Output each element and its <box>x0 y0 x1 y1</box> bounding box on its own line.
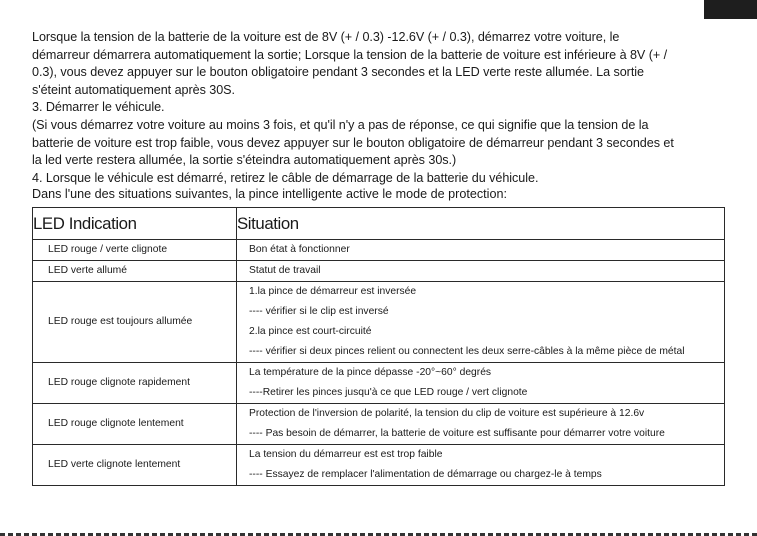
table-row <box>33 445 725 486</box>
led-cell: LED rouge clignote rapidement <box>33 363 237 404</box>
situation-cell <box>237 404 725 445</box>
situation-line: ----Retirer les pinces jusqu'à ce que LED rouge / vert clignote <box>249 387 528 398</box>
instructions-text <box>32 29 732 187</box>
instruction-line: 4. Lorsque le véhicule est démarré, retirez le câble de démarrage de la batterie du véhicule. <box>32 170 539 185</box>
situation-cell <box>237 445 725 486</box>
led-cell: LED verte allumé <box>33 261 237 282</box>
instruction-line: 0.3), vous devez appuyer sur le bouton obligatoire pendant 3 secondes et la LED verte reste allumée. La sortie <box>32 65 644 80</box>
instruction-line: batterie de voiture est trop faible, vous devez appuyer sur le bouton obligatoire de démarreur pendant 3 secondes et <box>32 135 674 150</box>
situation-line: ---- Pas besoin de démarrer, la batterie de voiture est suffisante pour démarrer votre voiture <box>249 428 665 439</box>
led-cell: LED rouge est toujours allumée <box>33 282 237 363</box>
protection-intro: Dans l'une des situations suivantes, la pince intelligente active le mode de protection: <box>32 187 507 201</box>
instruction-line: démarreur démarrera automatiquement la sortie; Lorsque la tension de la batterie de voiture est inférieure à 8V (+ / <box>32 47 668 62</box>
situation-cell <box>237 261 725 282</box>
header-led-indication: LED Indication <box>33 208 237 240</box>
situation-cell <box>237 240 725 261</box>
situation-line: 2.la pince est court-circuité <box>249 326 372 337</box>
situation-cell <box>237 282 725 363</box>
led-cell: LED verte clignote lentement <box>33 445 237 486</box>
situation-line: ---- vérifier si deux pinces relient ou connectent les deux serre-câbles à la même pièce de métal <box>249 346 685 357</box>
led-cell: LED rouge clignote lentement <box>33 404 237 445</box>
situation-line: La tension du démarreur est est trop faible <box>249 449 443 460</box>
table-row <box>33 240 725 261</box>
corner-tab <box>704 0 757 19</box>
instruction-line: s'éteint automatiquement après 30S. <box>32 82 235 97</box>
instruction-line: 3. Démarrer le véhicule. <box>32 100 165 115</box>
table-row <box>33 282 725 363</box>
led-cell: LED rouge / verte clignote <box>33 240 237 261</box>
table-row <box>33 363 725 404</box>
led-indication-table <box>32 207 725 486</box>
table-header-row <box>33 208 725 240</box>
situation-line: Protection de l'inversion de polarité, la tension du clip de voiture est supérieure à 12.6v <box>249 408 645 419</box>
table-row <box>33 261 725 282</box>
table-row <box>33 404 725 445</box>
situation-line: La température de la pince dépasse -20°~60° degrés <box>249 367 492 378</box>
situation-line: Bon état à fonctionner <box>249 244 350 255</box>
header-situation: Situation <box>237 208 725 240</box>
situation-line: ---- vérifier si le clip est inversé <box>249 306 389 317</box>
situation-line: ---- Essayez de remplacer l'alimentation de démarrage ou chargez-le à temps <box>249 469 602 480</box>
instruction-line: (Si vous démarrez votre voiture au moins 3 fois, et qu'il n'y a pas de réponse, ce qui signifie que la tension de la <box>32 117 649 132</box>
situation-line: Statut de travail <box>249 265 321 276</box>
instruction-line: la led verte restera allumée, la sortie s'éteindra automatiquement après 30s.) <box>32 153 457 168</box>
instruction-line: Lorsque la tension de la batterie de la voiture est de 8V (+ / 0.3) -12.6V (+ / 0.3), démarrez votre voiture, le <box>32 30 620 44</box>
situation-cell <box>237 363 725 404</box>
situation-line: 1.la pince de démarreur est inversée <box>249 286 417 297</box>
